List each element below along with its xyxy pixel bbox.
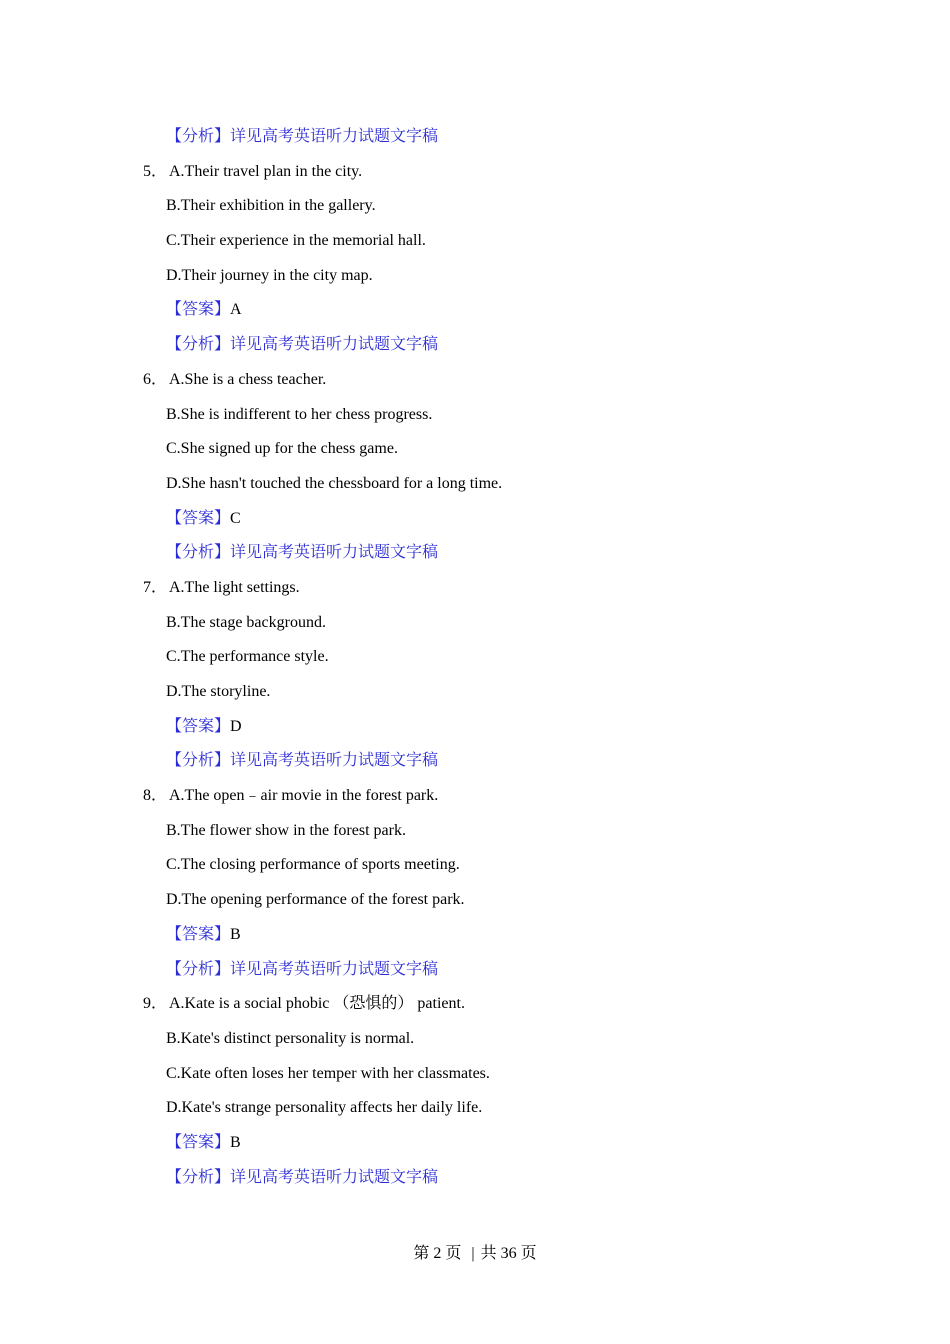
question-first-line <box>0 987 950 1022</box>
option-a: A.The open﹣air movie in the forest park. <box>169 787 439 805</box>
analysis-label: 【分析】 <box>166 336 231 354</box>
analysis-line <box>0 536 950 571</box>
analysis-line <box>0 1161 950 1196</box>
page-footer <box>0 1242 950 1266</box>
question-number: 6． <box>143 370 168 388</box>
question-block <box>0 987 950 1195</box>
answer-label: 【答案】 <box>166 301 231 319</box>
option-c: C.She signed up for the chess game. <box>166 440 398 458</box>
option-d: D.The opening performance of the forest park. <box>166 891 465 909</box>
analysis-text: 详见高考英语听力试题文字稿 <box>230 336 439 354</box>
answer-line <box>0 918 950 953</box>
question-first-line <box>0 363 950 398</box>
answer-value: B <box>230 925 241 943</box>
answer-value: D <box>230 717 242 735</box>
option-d: D.The storyline. <box>166 683 271 700</box>
question-number: 8． <box>143 787 168 805</box>
page-number: 第 2 页 <box>413 1245 462 1262</box>
question-number: 7． <box>143 578 168 596</box>
option-d: D.She hasn't touched the chessboard for a long time. <box>166 474 503 492</box>
page-total: 共 36 页 <box>480 1245 537 1262</box>
analysis-text: 详见高考英语听力试题文字稿 <box>230 960 439 978</box>
analysis-label: 【分析】 <box>166 752 231 770</box>
answer-line <box>0 710 950 745</box>
option-b: B.The flower show in the forest park. <box>166 821 406 839</box>
option-c: C.Their experience in the memorial hall. <box>166 232 426 250</box>
option-a: A.The light settings. <box>169 578 300 596</box>
question-number: 5． <box>143 162 168 180</box>
answer-value: B <box>230 1133 241 1151</box>
option-b: B.Kate's distinct personality is normal. <box>166 1029 415 1047</box>
analysis-line <box>0 744 950 779</box>
option-d: D.Their journey in the city map. <box>166 266 373 284</box>
footer-separator: | <box>471 1245 475 1262</box>
option-d: D.Kate's strange personality affects her daily life. <box>166 1099 483 1117</box>
analysis-text: 详见高考英语听力试题文字稿 <box>230 1168 439 1186</box>
answer-value: C <box>230 509 241 527</box>
question-block <box>0 571 950 779</box>
answer-line <box>0 502 950 537</box>
answer-label: 【答案】 <box>166 509 231 527</box>
analysis-label: 【分析】 <box>166 544 231 562</box>
question-block <box>0 779 950 987</box>
analysis-text: 详见高考英语听力试题文字稿 <box>230 752 439 770</box>
question-block <box>0 363 950 571</box>
question-first-line <box>0 779 950 814</box>
option-b: B.The stage background. <box>166 613 326 631</box>
answer-value: A <box>230 301 242 319</box>
option-a: A.Kate is a social phobic （恐惧的） patient. <box>169 995 465 1013</box>
option-a: A.She is a chess teacher. <box>169 370 327 388</box>
option-b: B.She is indifferent to her chess progress. <box>166 405 433 423</box>
answer-label: 【答案】 <box>166 925 231 943</box>
question-block <box>0 155 950 363</box>
question-first-line <box>0 155 950 190</box>
analysis-line <box>0 328 950 363</box>
option-c: C.The closing performance of sports meeting. <box>166 856 460 874</box>
analysis-label: 【分析】 <box>166 128 231 145</box>
answer-line <box>0 293 950 328</box>
analysis-label: 【分析】 <box>166 1168 231 1186</box>
page-content <box>0 120 950 1195</box>
answer-label: 【答案】 <box>166 717 231 735</box>
answer-line <box>0 1126 950 1161</box>
analysis-text: 详见高考英语听力试题文字稿 <box>230 128 439 145</box>
option-b: B.Their exhibition in the gallery. <box>166 197 376 215</box>
option-c: C.The performance style. <box>166 648 329 666</box>
question-first-line <box>0 571 950 606</box>
analysis-text: 详见高考英语听力试题文字稿 <box>230 544 439 562</box>
analysis-line <box>0 953 950 988</box>
option-a: A.Their travel plan in the city. <box>169 162 363 180</box>
answer-label: 【答案】 <box>166 1133 231 1151</box>
analysis-label: 【分析】 <box>166 960 231 978</box>
intro-analysis <box>0 120 950 155</box>
option-c: C.Kate often loses her temper with her classmates. <box>166 1064 490 1082</box>
question-number: 9． <box>143 995 168 1013</box>
